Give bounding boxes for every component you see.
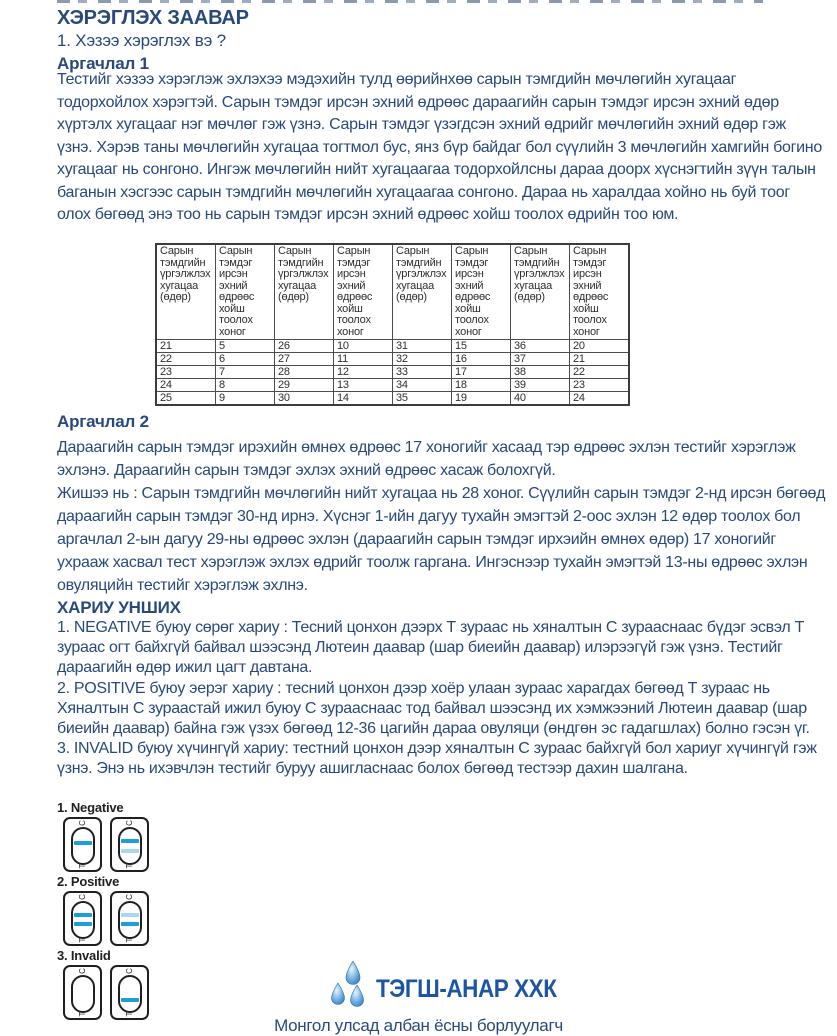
table-cell: 11 (334, 353, 393, 366)
test-cassette (63, 891, 102, 946)
table-header-cell: Сарын тэмдэг ирсэн эхний өдрөөс хойш тоолох хоног (570, 244, 630, 340)
table-cell: 30 (275, 392, 334, 406)
test-cassette (63, 965, 102, 1020)
table-header-cell: Сарын тэмдэг ирсэн эхний өдрөөс хойш тоолох хоног (334, 244, 393, 340)
result-line-dark (74, 922, 92, 926)
test-cassette (63, 817, 102, 872)
table-header-cell: Сарын тэмдэг ирсэн эхний өдрөөс хойш тоолох хоног (216, 244, 275, 340)
table-cell: 34 (393, 379, 452, 392)
results-list (57, 618, 829, 780)
table-cell: 14 (334, 392, 393, 406)
method2-text-part1: Дараагийн сарын тэмдэг ирэхийн өмнөх өдрөөс 17 хоногийг хасаад тэр өдрөөс эхлэн тестийг хэрэглэж эхлэнэ. Дараагийн сарын тэмдэг эхлэх эхний өдрөөс хасаж болохгүй. (57, 439, 796, 479)
table-row (156, 366, 629, 379)
test-cassette (110, 965, 149, 1020)
result-item: 2. POSITIVE буюу эерэг хариу : тесний цонхон дээр хоёр улаан зураас харагдах бөгөөд Т зураас нь Хяналтын С зураастай ижил буюу С зурааснаас тод байвал шээсэнд их хэмжээний Лютеин даавар (шар биеийн даавар) байна гэж үзэх бөгөөд 12-36 цагийн дараа овуляци (өндгөн эс гадагшлах) болно гэсэн үг. (57, 679, 810, 738)
control-line-mark: C (124, 968, 134, 974)
company-logo (328, 960, 577, 1019)
table-row (156, 392, 629, 406)
table-cell: 20 (570, 340, 630, 353)
table-header-cell: Сарын тэмдгийн үргэлжлэх хугацаа (өдөр) (511, 244, 570, 340)
table-cell: 38 (511, 366, 570, 379)
result-window (71, 901, 95, 939)
table-row (156, 340, 629, 353)
control-line-mark: C (77, 968, 87, 974)
test-cassette (110, 891, 149, 946)
table-cell: 15 (452, 340, 511, 353)
table-cell: 32 (393, 353, 452, 366)
question-when-to-use: 1. Хэзээ хэрэглэх вэ ? (57, 31, 226, 50)
table-cell: 33 (393, 366, 452, 379)
table-cell: 7 (216, 366, 275, 379)
results-heading: ХАРИУ УНШИХ (57, 598, 181, 617)
result-window (71, 827, 95, 865)
table-cell: 8 (216, 379, 275, 392)
table-cell: 6 (216, 353, 275, 366)
test-line-mark: T (124, 1011, 134, 1017)
table-row (156, 353, 629, 366)
control-line-mark: C (77, 894, 87, 900)
result-line-dark (121, 839, 139, 843)
table-header-cell: Сарын тэмдгийн үргэлжлэх хугацаа (өдөр) (156, 244, 216, 340)
result-window (118, 901, 142, 939)
test-cassette (110, 817, 149, 872)
cycle-table-wrapper (155, 243, 630, 406)
table-cell: 22 (156, 353, 216, 366)
strip-label: 2. Positive (57, 874, 120, 889)
footer-partial-line: Монгол улсад албан ёсны борлуулагч (274, 1016, 563, 1035)
table-header-row (156, 244, 629, 340)
strip-group (57, 949, 317, 1020)
table-header-cell: Сарын тэмдгийн үргэлжлэх хугацаа (өдөр) (275, 244, 334, 340)
table-cell: 23 (570, 379, 630, 392)
page-title: ХЭРЭГЛЭХ ЗААВАР (57, 7, 249, 29)
table-cell: 28 (275, 366, 334, 379)
table-cell: 5 (216, 340, 275, 353)
cassette-row (63, 965, 317, 1020)
test-strip-figures (57, 801, 317, 1023)
table-header-cell: Сарын тэмдэг ирсэн эхний өдрөөс хойш тоолох хоног (452, 244, 511, 340)
cassette-row (63, 817, 317, 872)
result-line-light (121, 849, 139, 853)
test-line-mark: T (124, 937, 134, 943)
table-cell: 29 (275, 379, 334, 392)
control-line-mark: C (77, 820, 87, 826)
table-cell: 13 (334, 379, 393, 392)
table-cell: 22 (570, 366, 630, 379)
result-line-dark (74, 913, 92, 917)
result-line-dark (121, 922, 139, 926)
result-item: 3. INVALID буюу хүчингүй хариу: тестний цонхон дээр хяналтын С зураас байхгүй бол хариуг хүчингүй гэж үзнэ. Энэ нь ихэвчлэн тестийг буруу ашигласнаас болох бөгөөд тестээр дахин шалгана. (57, 740, 817, 778)
result-window (71, 975, 95, 1013)
method2-text-part2: Жишээ нь : Сарын тэмдгийн мөчлөгийн нийт хугацаа нь 28 хоног. Сүүлийн сарын тэмдэг 2-нд ирсэн бөгөөд дараагийн сарын тэмдэг 30-нд ирнэ. Хүснэг 1-ийн дагуу тухайн эмэгтэй 2-оос эхлэн 12 өдөр тоолох бол аргачлал 2-ын дагуу 29-ны өдрөөс эхлэн (дараагийн сарын тэмдэг ирхэийн өмнөх өдөр) 17 хоногийг ухрааж хасвал тест хэрэглэж эхлэх өдрийг тоолж гаргана. Ингэснээр тухайн эмэгтэй 13-ны өдрөөс эхлэн овуляцийн тестийг хэрэглэж эхлнэ. (57, 485, 826, 594)
table-cell: 24 (570, 392, 630, 406)
control-line-mark: C (124, 820, 134, 826)
test-line-mark: T (77, 937, 87, 943)
table-cell: 36 (511, 340, 570, 353)
table-cell: 10 (334, 340, 393, 353)
table-cell: 39 (511, 379, 570, 392)
table-cell: 21 (570, 353, 630, 366)
table-cell: 24 (156, 379, 216, 392)
table-cell: 40 (511, 392, 570, 406)
table-cell: 27 (275, 353, 334, 366)
result-item: 1. NEGATIVE буюу сөрөг хариу : Тесний цонхон дээрх Т зураас нь хяналтын С зурааснаас бүдэг эсвэл Т зураас огт байхгүй байвал шээсэнд Лютеин даавар (шар биеийн даавар) илэрээгүй гэж үзнэ. Тестийг дараагийн өдөр ижил цагт давтана. (57, 619, 805, 677)
table-cell: 19 (452, 392, 511, 406)
table-header-cell: Сарын тэмдгийн үргэлжлэх хугацаа (өдөр) (393, 244, 452, 340)
water-drops-icon (328, 960, 368, 1019)
method2-heading: Аргачлал 2 (57, 412, 149, 431)
result-line-dark (121, 998, 139, 1002)
strip-group (57, 875, 317, 946)
cassette-row (63, 891, 317, 946)
cycle-day-table (155, 243, 630, 406)
test-line-mark: T (124, 863, 134, 869)
table-cell: 23 (156, 366, 216, 379)
result-line-dark (74, 841, 92, 845)
result-window (118, 975, 142, 1013)
table-cell: 26 (275, 340, 334, 353)
strip-label: 1. Negative (57, 800, 124, 815)
table-cell: 37 (511, 353, 570, 366)
table-cell: 9 (216, 392, 275, 406)
cut-off-previous-line (57, 0, 763, 3)
table-cell: 12 (334, 366, 393, 379)
company-name: ТЭГШ-АНАР ХХК (376, 975, 557, 1003)
method1-heading: Аргачлал 1 (57, 54, 149, 73)
result-window (118, 827, 142, 865)
control-line-mark: C (124, 894, 134, 900)
table-cell: 21 (156, 340, 216, 353)
table-cell: 18 (452, 379, 511, 392)
table-row (156, 379, 629, 392)
method2-paragraph (57, 436, 827, 597)
strip-group (57, 801, 317, 872)
table-cell: 16 (452, 353, 511, 366)
table-cell: 17 (452, 366, 511, 379)
method1-paragraph: Тестийг хэзээ хэрэглэж эхлэхээ мэдэхийн тулд өөрийнхөө сарын тэмгдийн мөчлөгийн хугацааг тодорхойлох хэрэгтэй. Сарын тэмдэг ирсэн эхний өдрөөс дараагийн сарын тэмдэг ирсэн эхний өдөр хүртэлх хугацааг нэг мөчлөг гэж үзнэ. Сарын тэмдэг үзэгдсэн эхний өдрийг мөчлөгийн эхний өдөр гэж үзнэ. Хэрэв таны мөчлөгийн хугацаа тогтмол бус, янз бүр байдаг бол сүүлийн 3 мөчлөгийн хамгийн богино хугацааг нь сонгоно. Ингэж мөчлөгийн нийт хугацаагаа тодорхойлсны дараа доорх хүснэгтийн зүүн талын баганын хэсгээс сарын тэмдгийн мөчлөгийн хугацаагаа сонгоно. Дараа нь харалдаа хойно нь буй тоог олох бөгөөд энэ тоо нь сарын тэмдэг ирсэн эхний өдрөөс хойш тоолох өдрийн тоо юм. (57, 71, 822, 223)
test-line-mark: T (77, 1011, 87, 1017)
test-line-mark: T (77, 863, 87, 869)
strip-label: 3. Invalid (57, 948, 111, 963)
table-cell: 35 (393, 392, 452, 406)
result-line-light (121, 913, 139, 917)
table-cell: 25 (156, 392, 216, 406)
table-cell: 31 (393, 340, 452, 353)
